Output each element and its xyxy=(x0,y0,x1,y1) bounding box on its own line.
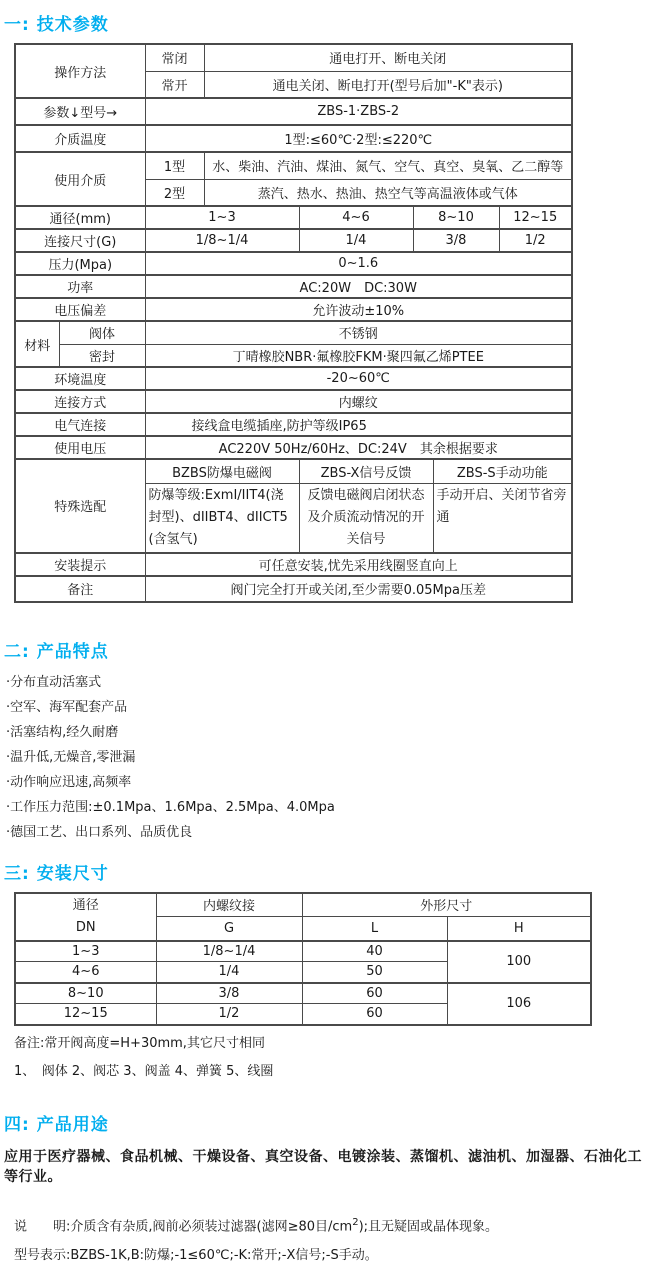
row-label-param-model: 参数↓型号→ xyxy=(15,98,145,125)
cell-l: 40 xyxy=(302,941,447,962)
feature-item: ·分布直动活塞式 xyxy=(6,674,102,690)
header-shape-size: 外形尺寸 xyxy=(302,893,591,917)
row-label-use-voltage: 使用电压 xyxy=(15,436,145,459)
cell-connection-3: 3/8 xyxy=(413,229,499,252)
cell-special-body-signal: 反馈电磁阀启闭状态及介质流动情况的开关信号 xyxy=(299,483,433,553)
cell-dn: 1~3 xyxy=(15,941,156,962)
feature-item: ·空军、海军配套产品 xyxy=(6,699,128,715)
section-1-title: 一: 技术参数 xyxy=(4,15,109,35)
section-4-title: 四: 产品用途 xyxy=(4,1114,109,1135)
installation-dimensions-table xyxy=(14,892,592,1026)
sub-label-normally-open: 常开 xyxy=(145,71,204,98)
row-label-operation: 操作方法 xyxy=(15,44,145,98)
cell-connect-mode-value: 内螺纹 xyxy=(145,390,572,413)
feature-item: ·德国工艺、出口系列、品质优良 xyxy=(6,824,193,840)
cell-special-head-manual: ZBS-S手动功能 xyxy=(433,459,572,483)
cell-pressure-value: 0~1.6 xyxy=(145,252,572,275)
feature-item: ·温升低,无燥音,零泄漏 xyxy=(6,749,136,765)
cell-install-tip-value: 可任意安装,忧先采用线圈竖直向上 xyxy=(145,553,572,576)
cell-valve-body-material: 不锈钢 xyxy=(145,321,572,344)
superscript-2: 2 xyxy=(352,1216,359,1228)
cell-g: 1/2 xyxy=(156,1004,302,1025)
sub-label-normally-closed: 常闭 xyxy=(145,44,204,71)
feature-item: ·动作响应迅速,高频率 xyxy=(6,774,132,790)
cell-h-group1: 100 xyxy=(447,941,591,983)
cell-h-group2: 106 xyxy=(447,983,591,1025)
cell-l: 60 xyxy=(302,983,447,1004)
section-2-title: 二: 产品特点 xyxy=(4,641,109,662)
header-dn: DN xyxy=(75,919,96,935)
cell-diameter-4: 12~15 xyxy=(499,206,572,229)
model-designation: 型号表示:BZBS-1K,B:防爆;-1≤60℃;-K:常开;-X信号;-S手动。 xyxy=(14,1247,378,1263)
header-g: G xyxy=(156,917,302,941)
cell-diameter-1: 1~3 xyxy=(145,206,299,229)
cell-connection-4: 1/2 xyxy=(499,229,572,252)
sub-label-valve-body: 阀体 xyxy=(59,321,145,344)
cell-diameter-2: 4~6 xyxy=(299,206,413,229)
cell-dn: 12~15 xyxy=(15,1004,156,1025)
dimensions-note: 备注:常开阀高度=H+30mm,其它尺寸相同 xyxy=(14,1035,265,1051)
cell-dn: 8~10 xyxy=(15,983,156,1004)
row-label-install-tip: 安装提示 xyxy=(15,553,145,576)
feature-item: ·工作压力范围:±0.1Mpa、1.6Mpa、2.5Mpa、4.0Mpa xyxy=(6,799,335,815)
cell-model-value: ZBS-1·ZBS-2 xyxy=(145,98,572,125)
cell-type1-media: 水、柴油、汽油、煤油、氮气、空气、真空、臭氧、乙二醇等 xyxy=(204,152,572,179)
filter-note-suffix: );且无疑固或晶体现象。 xyxy=(358,1218,499,1234)
cell-special-head-explosion: BZBS防爆电磁阀 xyxy=(145,459,299,483)
cell-l: 50 xyxy=(302,962,447,983)
cell-electric-connection-value: 接线盒电缆插座,防护等级IP65 xyxy=(145,413,572,436)
cell-use-voltage-value: AC220V 50Hz/60Hz、DC:24V 其余根据要求 xyxy=(145,436,572,459)
row-label-electric-connection: 电气连接 xyxy=(15,413,145,436)
header-diameter: 通径 xyxy=(72,897,99,913)
row-label-ambient-temp: 环境温度 xyxy=(15,367,145,390)
row-label-connect-mode: 连接方式 xyxy=(15,390,145,413)
row-label-special-options: 特殊选配 xyxy=(15,459,145,553)
row-label-power: 功率 xyxy=(15,275,145,298)
cell-special-head-signal: ZBS-X信号反馈 xyxy=(299,459,433,483)
cell-l: 60 xyxy=(302,1004,447,1025)
cell-special-body-manual: 手动开启、关闭节省旁通 xyxy=(433,483,572,553)
cell-type2-media: 蒸汽、热水、热油、热空气等高温液体或气体 xyxy=(204,179,572,206)
feature-item: ·活塞结构,经久耐磨 xyxy=(6,724,119,740)
product-features-list xyxy=(6,670,646,845)
cell-dn: 4~6 xyxy=(15,962,156,983)
section-3-title: 三: 安装尺寸 xyxy=(4,863,109,884)
parts-list: 1、 阀体 2、阀芯 3、阀盖 4、弹簧 5、线圈 xyxy=(14,1063,274,1079)
row-label-pressure: 压力(Mpa) xyxy=(15,252,145,275)
cell-medium-temp-value: 1型:≤60℃·2型:≤220℃ xyxy=(145,125,572,152)
cell-power-value: AC:20W DC:30W xyxy=(145,275,572,298)
cell-normally-closed-value: 通电打开、断电关闭 xyxy=(204,44,572,71)
cell-g: 3/8 xyxy=(156,983,302,1004)
cell-remark-value: 阀门完全打开或关闭,至少需要0.05Mpa压差 xyxy=(145,576,572,602)
cell-connection-1: 1/8~1/4 xyxy=(145,229,299,252)
header-l: L xyxy=(302,917,447,941)
header-thread: 内螺纹接 xyxy=(156,893,302,917)
cell-connection-2: 1/4 xyxy=(299,229,413,252)
sub-label-type1: 1型 xyxy=(145,152,204,179)
sub-label-seal: 密封 xyxy=(59,344,145,367)
row-label-media: 使用介质 xyxy=(15,152,145,206)
filter-note xyxy=(14,1213,646,1236)
row-label-voltage-deviation: 电压偏差 xyxy=(15,298,145,321)
cell-normally-open-value: 通电关闭、断电打开(型号后加"-K"表示) xyxy=(204,71,572,98)
cell-voltage-deviation-value: 允许波动±10% xyxy=(145,298,572,321)
cell-g: 1/4 xyxy=(156,962,302,983)
cell-g: 1/8~1/4 xyxy=(156,941,302,962)
sub-label-type2: 2型 xyxy=(145,179,204,206)
row-label-remark: 备注 xyxy=(15,576,145,602)
application-text: 应用于医疗器械、食品机械、干燥设备、真空设备、电镀涂装、蒸馏机、滤油机、加湿器、石油化工等行业。 xyxy=(4,1148,642,1185)
cell-seal-material: 丁晴橡胶NBR·氟橡胶FKM·聚四氟乙烯PTEE xyxy=(145,344,572,367)
header-diameter-dn xyxy=(15,893,156,941)
technical-parameters-table xyxy=(14,43,573,603)
row-label-connection-size: 连接尺寸(G) xyxy=(15,229,145,252)
header-h: H xyxy=(447,917,591,941)
filter-note-prefix: 说 明:介质含有杂质,阀前必须装过滤器(滤网≥80目/cm xyxy=(14,1218,353,1234)
row-label-diameter: 通径(mm) xyxy=(15,206,145,229)
cell-special-body-explosion: 防爆等级:ExmI/IIT4(浇封型)、dIIBT4、dIICT5(含氢气) xyxy=(145,483,299,553)
row-label-medium-temp: 介质温度 xyxy=(15,125,145,152)
cell-ambient-temp-value: -20~60℃ xyxy=(145,367,572,390)
row-label-material: 材料 xyxy=(15,321,59,367)
cell-diameter-3: 8~10 xyxy=(413,206,499,229)
